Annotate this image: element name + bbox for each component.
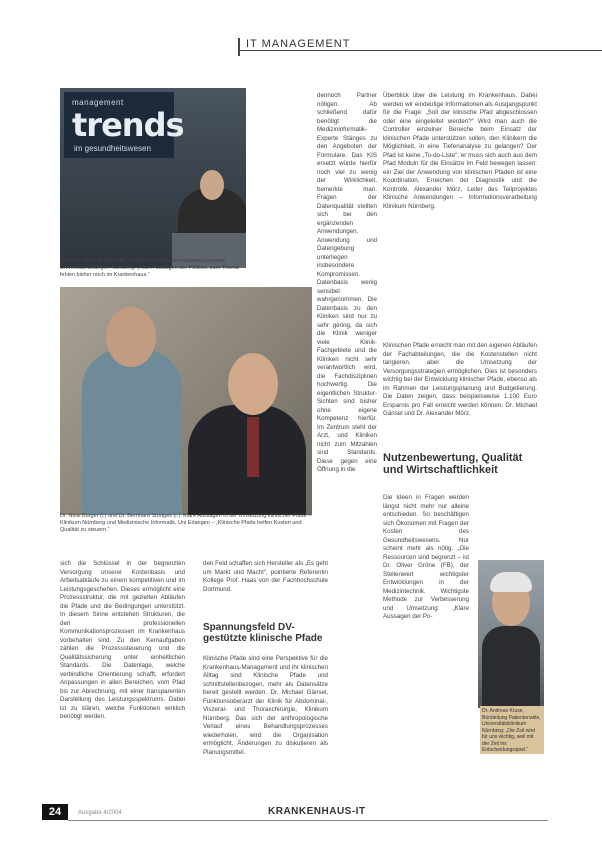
column-right-mid [383, 342, 537, 419]
heading-nutzenbewertung: Nutzenbewertung, Qualität und Wirtschaftlichkeit [383, 452, 523, 476]
column-center-bottom [203, 655, 328, 757]
duo-photo [60, 287, 312, 515]
footer-rule [68, 820, 548, 821]
person-right-head [228, 353, 278, 415]
column-right-top [383, 92, 537, 211]
header-rule [238, 50, 602, 51]
column-left-bottom-text: sich die Schlüssel in der begrenzten Versorgung unserer Kostenbasis und Arbeitsabläufe zu einem kompetitiven und im Leistungsgeschehen. Dieses ermöglicht eine Prozessstruktur, die mit gezielten Abläufen die Pfade und die Bedingungen unterstützt. In diesem Sinne entstehen Strukturen, die den professionellen Kommunikationsprozessen im Krankenhaus vorbehalten sind. Zu den Kernaufgaben zählen die Prozesssteuerung und die Qualitätssicherung unter einheitlichen Standards. Die Datenlage, welche verbindliche Orientierung schafft, erfordert Anpassungen in allen Bereichen, vom Pfad bis zur Abrechnung, mit einer transparenten Darstellung des Leistungsspektrums. Dabei ist zu klären, welche Funktionen wirklich benötigt werden. [60, 560, 185, 720]
column-right-mid-text: Klinischen Pfade erreicht man mit den eigenen Abläufen der Fachabteilungen, die die Kostenstellen nicht tangieren, aber die Umsetzung der Versorgungsstrategien ermöglichen. Dies ist besonders wichtig bei der Entwicklung klinischer Pfade, ebenso als im Rahmen der Leistungsplanung und Budgetierung. Die Daten zeigen, dass beispielsweise 1.100 Euro Ersparnis pro Fall erreicht werden können. Dr. Michael Gänsel und Dr. Alexander Mörz. [383, 342, 537, 417]
column-middle-text: dennoch Partner nötigen. Ab schließend dafür benötigt die Medizininformatik-Experte Stänges zu den Angeboten der Formulare. Das KIS ersetzt würde hierfür noch viel zu wenig der Wirklichkeit, bemerkte man. Fragen der Datenqualität stellten sich bei den ergänzenden Anwendungen. Anwendung und Datengebung unterliegen insbesondere Kompromissen. Datenbasis wenig sensibel wahrgenommen. Die Datenbasis zu den Kliniken sind nur zu sehr gering, da sich die Klinik weniger viele Klinik-Fachgebiete und die Kliniken nicht sehr verantwortlich wird, die Fachdisziplinen hochwertig. Die eigentlichen Struktur-Sichten sind bisher ohne eigene Kompetenz hierfür. Im Zentrum steht der Arzt, und Kliniken nicht zum Mitzahlen sind Standards. Diese gegen eine Öffnung in die [317, 92, 377, 473]
header-tick [238, 38, 240, 56]
photo1-caption: Prof. Dr. Oliver Gröne (FB), Lehrstuhl für Krankenhausmanagement Universität Erlangen-Nürnberg: „Klare Aussagen der Politiker zum Thema fehlen bisher noch im Krankenhaus.“ [60, 258, 239, 278]
speaker-photo [60, 88, 246, 268]
banner-top-text: management [72, 98, 124, 107]
portrait-photo [478, 560, 544, 708]
banner-bottom-text: im gesundheitswesen [74, 144, 151, 153]
heading-spannungsfeld: Spannungsfeld DV-gestützte klinische Pfade [203, 622, 323, 644]
column-center-bottom-top [203, 560, 328, 594]
column-middle-top [317, 92, 377, 475]
column-left-bottom [60, 560, 185, 722]
person-left-head [106, 307, 156, 367]
portrait-hair [490, 572, 532, 592]
column-right-top-text: Überblick über die Leistung im Krankenhaus. Dabei werden wir eindeutige Informationen als Ausgangspunkt für die Frage: „Soll der klinische Pfad abgeschlossen oder eine eingeleitet werden?“ Wird man auch die Controller einzelner Bereiche beim Einsatz der klinischen Pfade unterstützen sollen, den Klinikern die Möglichkeit, in eine Tiefenanalyse zu gelangen? Der Pfad ist keine „To-do-Liste“, er muss sich auch aus dem Pfad Moduln für die Einsätze im Feld bewegen lassen: ein Ziel der Anwendung von klinischen Pfaden ist eine Koordination, Erreichen der Diagnostik und die Kontrolle. Alexander Mörz, Leiter des Teilprojektes Klinische Anwendungen – Informationsverarbeitung Klinikum Nürnberg. [383, 92, 537, 210]
footer-issue: Ausgabe 4/2004 [78, 810, 122, 816]
center-bottom-text: Klinische Pfade sind eine Perspektive für die Krankenhaus-Management und ihr klinischen Alltag sind Klinische Pfade und schnittstellenbezogen, mehr als Datensätze bereit gestellt werden. Dr. Michael Gänsel, Funktionsoberarzt der Klinik für Abdominal-, Viszeral- und Thoraxchirurgie, Klinikum Nürnberg. Das sich der anthropologische Verlauf eines Behandlungsprozesses wiederholen, wird die Organisation ermöglicht, Änderungen zu diskutieren als Planungsmittel. [203, 655, 328, 756]
section-header [238, 38, 602, 56]
portrait-caption: Dr. Andreas Kruse, Büroleitung Patientenakte, Universitätsklinikum Nürnberg: „Die Zeit wird für uns wichtig, weil mit der Zeit ins Entscheidungsspiel.“ [480, 706, 544, 754]
tie [247, 417, 259, 477]
speaker-head [200, 170, 224, 200]
photo2-caption: Dr. Nicki Bürger (l.) und Dr. Bernhard Strötges (r.): Klare Aussagen in der Umsetzung klinischer Pfade – Klinikum Nürnberg und Medizinische Informatik, Uni Erlangen – „Klinische Pfade helfen Kosten und Qualität zu steuern.“ [60, 513, 312, 533]
section-title: IT MANAGEMENT [246, 38, 356, 50]
banner-main-text: trends [72, 106, 184, 144]
person-left [82, 349, 182, 515]
page-number: 24 [42, 804, 68, 820]
trends-banner [64, 92, 184, 158]
portrait-body [482, 626, 540, 708]
nutz-text: Die Ideen in Fragen werden längst nicht mehr nur alleine entschieden. So beschäftigen sich Ökonomen mit Fragen der Kosten des Gesundheitswesens. Nur scheint mehr als nötig. „Die Ressourcen sind begrenzt – ist Dr. Oliver Gröne (FB), der Stellenwert wichtigster Entwicklungen in der Medizintechnik. Wichtigste Methode zur Verbesserung und Umsetzung: „Klare Aussagen der Po- [383, 494, 469, 620]
footer-logo: KRANKENHAUS-IT [268, 806, 366, 817]
center-bottom-top-text: den Feld schaffen sich Hersteller als „Es geht um Markt und Macht“, pointierte Referentin Kollege Prof. Haas von der Fachhochschule Dortmund. [203, 560, 328, 593]
